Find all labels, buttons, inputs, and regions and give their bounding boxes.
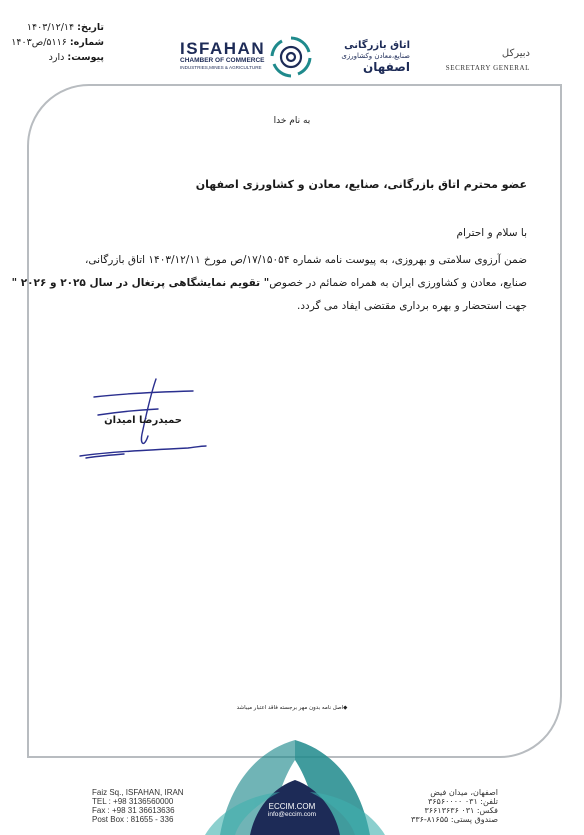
body-line-2: [11, 272, 527, 295]
number-value: ۵۱۱۶/ص۱۴۰۳: [11, 37, 67, 48]
body-line-1: ضمن آرزوی سلامتی و بهروزی، به پیوست نامه شماره ۱۷/۱۵۰۵۴/ص مورخ ۱۴۰۳/۱۲/۱۱ اتاق بازرگانی،: [85, 254, 527, 266]
validity-star-icon: ◆: [343, 705, 348, 711]
number-label: شماره:: [69, 37, 104, 48]
body-line-2-start: صنایع، معادن و کشاورزی ایران به همراه ضمائم در خصوص: [269, 277, 527, 289]
footer-website[interactable]: ECCIM.COM: [268, 802, 316, 811]
date-label: تاریخ:: [77, 22, 104, 33]
footer-tel-en: TEL : +98 3136560000: [92, 797, 174, 806]
brand-fa-line3: اصفهان: [362, 60, 410, 74]
validity-note-text: اصل نامه بدون مهر برجسته فاقد اعتبار میباشد: [236, 705, 344, 711]
footer-email[interactable]: info@eccim.com: [267, 811, 317, 818]
footer-contact-fa: [388, 788, 498, 824]
validity-note: [0, 705, 584, 711]
brand-en: ISFAHAN: [180, 39, 266, 58]
date-value: ۱۴۰۳/۱۲/۱۴: [26, 22, 75, 33]
brand-fa-line1: اتاق بازرگانی: [344, 40, 410, 51]
bismillah: به نام خدا: [273, 116, 311, 126]
brand-en-sub1: CHAMBER OF COMMERCE: [180, 57, 265, 64]
letter-body: [11, 249, 527, 318]
letter-meta: [8, 22, 104, 67]
chamber-emblem-icon: [266, 34, 316, 80]
footer-address-fa: اصفهان، میدان فیض: [430, 788, 498, 797]
brand-fa-line2: صنایع،معادن وکشاورزی: [341, 52, 410, 60]
dept-en: SECRETARY GENERAL: [445, 64, 530, 72]
dept-fa: دبیرکل: [501, 48, 530, 59]
footer-tel-fa: تلفن: ۰۳۱ ۳۶۵۶۰۰۰۰: [427, 797, 498, 806]
brand-fa-block: [318, 40, 410, 74]
footer-pobox-en: Post Box : 81655 - 336: [92, 815, 174, 824]
footer-fax-en: Fax : +98 31 36613636: [92, 806, 175, 815]
brand-en-block: [180, 40, 270, 71]
brand-en-sub2: INDUSTRIES,MINES & AGRICULTURE: [180, 65, 262, 70]
attachment-label: پیوست:: [67, 52, 104, 63]
footer-pobox-fa: صندوق پستی: ۸۱۶۵۵-۳۳۶: [411, 815, 498, 824]
body-line-2-highlight: " تقویم نمایشگاهی پرتغال در سال ۲۰۲۵ و ۲۰۲۶ ": [11, 277, 270, 289]
department-block: [430, 48, 530, 72]
recipient: عضو محترم اتاق بازرگانی، صنایع، معادن و کشاورزی اصفهان: [195, 178, 527, 191]
body-line-3: جهت استحضار و بهره برداری مقتضی ایفاد می گردد.: [297, 300, 527, 312]
footer-address-en: Faiz Sq., ISFAHAN, IRAN: [92, 788, 184, 797]
footer-contact-en: [92, 788, 202, 824]
footer-fax-fa: فکس: ۰۳۱ ۳۶۶۱۳۶۳۶: [424, 806, 498, 815]
signer-name: حمیدرضا امیدان: [104, 415, 182, 426]
greeting: با سلام و احترام: [456, 227, 527, 239]
attachment-value: دارد: [48, 52, 65, 63]
footer-emblem-icon: [200, 740, 390, 835]
